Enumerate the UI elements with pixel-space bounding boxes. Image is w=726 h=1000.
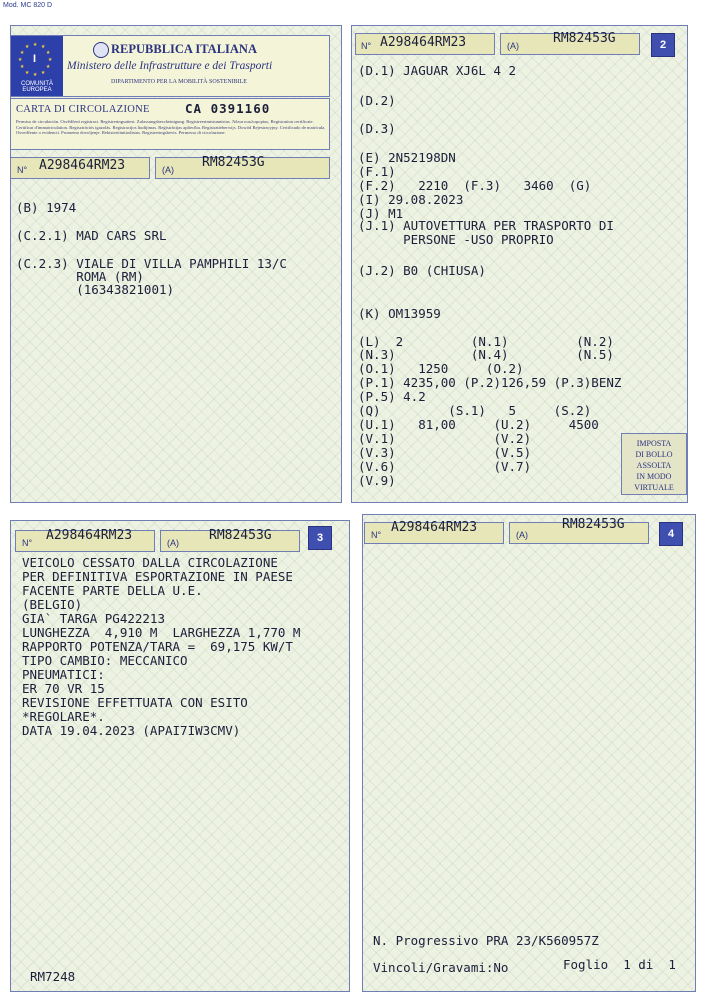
field-b: (B) 1974 xyxy=(16,200,77,215)
ministry-title: Ministero delle Infrastrutture e dei Trasporti xyxy=(67,60,273,72)
field-d3: (D.3) xyxy=(358,121,396,136)
no-label: N° xyxy=(22,538,33,548)
field-i: (I) 29.08.2023 xyxy=(358,192,464,207)
field-d2: (D.2) xyxy=(358,93,396,108)
panel-number: 3 xyxy=(308,526,332,550)
field-e: (E) 2N52198DN xyxy=(358,150,456,165)
plate-number: RM82453G xyxy=(553,31,616,46)
doc-number: A298464RM23 xyxy=(380,35,467,50)
plate-box xyxy=(155,157,330,179)
panel-number: 4 xyxy=(659,522,683,546)
doc-number-box xyxy=(15,530,155,552)
republic-title: REPUBBLICA ITALIANA xyxy=(111,42,257,56)
plate-box xyxy=(160,530,300,552)
a-label: (A) xyxy=(507,41,519,51)
stamp-line: ASSOLTA xyxy=(636,461,672,470)
field-c23-city: ROMA (RM) xyxy=(16,269,144,284)
a-label: (A) xyxy=(162,165,174,175)
no-label: N° xyxy=(371,530,382,540)
document-code: CA 0391160 xyxy=(185,101,271,116)
field-p5: (P.5) 4.2 xyxy=(358,389,426,404)
field-n3: (N.3) (N.4) (N.5) xyxy=(358,347,614,362)
progressivo-pra: N. Progressivo PRA 23/K560957Z xyxy=(373,933,599,948)
stamp-line: IMPOSTA xyxy=(636,439,672,448)
eu-label: COMUNITÀ EUROPEA xyxy=(21,81,53,93)
form-code: Mod. MC 820 D xyxy=(3,2,53,9)
note-line: GIA` TARGA PG422213 xyxy=(22,611,165,626)
field-p1: (P.1) 4235,00 (P.2)126,59 (P.3)BENZ xyxy=(358,375,622,390)
document-title-box xyxy=(10,98,330,150)
stamp-line: IN MODO xyxy=(636,472,672,481)
note-line: RAPPORTO POTENZA/TARA = 69,175 KW/T xyxy=(22,639,293,654)
field-c23-code: (16343821001) xyxy=(16,282,175,297)
plate-box xyxy=(500,33,640,55)
doc-number: A298464RM23 xyxy=(39,158,126,173)
note-line: (BELGIO) xyxy=(22,597,83,612)
a-label: (A) xyxy=(167,538,179,548)
document-title: CARTA DI CIRCOLAZIONE xyxy=(16,104,150,115)
note-line: REVISIONE EFFETTUATA CON ESITO xyxy=(22,695,248,710)
note-line: VEICOLO CESSATO DALLA CIRCOLAZIONE xyxy=(22,555,278,570)
doc-number-box xyxy=(355,33,495,55)
note-line: TIPO CAMBIO: MECCANICO xyxy=(22,653,188,668)
field-f2: (F.2) 2210 (F.3) 3460 (G) xyxy=(358,178,592,193)
field-c23: (C.2.3) VIALE DI VILLA PAMPHILI 13/C xyxy=(16,256,287,271)
panel-3-footer-code: RM7248 xyxy=(30,969,76,984)
note-line: FACENTE PARTE DELLA U.E. xyxy=(22,583,203,598)
panel-4 xyxy=(362,514,696,992)
field-j1: (J.1) AUTOVETTURA PER TRASPORTO DI xyxy=(358,218,614,233)
plate-number: RM82453G xyxy=(202,155,265,170)
issuer-header xyxy=(10,35,330,97)
field-j2: (J.2) B0 (CHIUSA) xyxy=(358,263,486,278)
field-v3: (V.3) (V.5) xyxy=(358,445,532,460)
note-line: *REGOLARE*. xyxy=(22,709,105,724)
doc-number-box xyxy=(364,522,504,544)
foglio-page: Foglio 1 di 1 xyxy=(563,957,676,972)
field-o1: (O.1) 1250 (O.2) xyxy=(358,361,524,376)
tax-stamp xyxy=(621,433,687,495)
field-d1: (D.1) JAGUAR XJ6L 4 2 xyxy=(358,63,517,78)
doc-number: A298464RM23 xyxy=(391,520,478,535)
field-j1-cont: PERSONE -USO PROPRIO xyxy=(358,232,554,247)
eu-flag-icon: ★ ★ ★ ★ ★ ★ ★ ★ ★ ★ ★ ★ I COMUNITÀ EUROPEA xyxy=(11,36,63,96)
plate-box xyxy=(509,517,649,544)
plate-number: RM82453G xyxy=(562,517,625,532)
note-line: DATA 19.04.2023 (APAI7IW3CMV) xyxy=(22,723,241,738)
field-v1: (V.1) (V.2) xyxy=(358,431,532,446)
no-label: N° xyxy=(361,41,372,51)
plate-number: RM82453G xyxy=(209,528,272,543)
field-u1: (U.1) 81,00 (U.2) 4500 xyxy=(358,417,599,432)
doc-number: A298464RM23 xyxy=(46,528,133,543)
republic-emblem-icon xyxy=(93,42,109,58)
field-q: (Q) (S.1) 5 (S.2) xyxy=(358,403,592,418)
stamp-line: VIRTUALE xyxy=(634,483,674,492)
field-j: (J) M1 xyxy=(358,206,404,221)
vincoli-gravami: Vincoli/Gravami:No xyxy=(373,960,509,975)
multilanguage-title: Permiso de circulación. Osvědčení registraci. Registreringsattest. Zulassungsbescheinigung. Registreerimistunnistus. Άδεια κυκλοφορίας. Registration certificate. Certificat d'immatriculation. Regisztrációs igazolás. Registracijos liudijimas. Reģistrācijas apliecība. Registratieberwijs. Dowód Rejestracyjny. Certificado de matrícula. Osvedčenie o evidencii. Prometno dovoljenje. Rekisteröintitodistus. Registreringsbevis. Permesso di circolazione. xyxy=(16,119,326,136)
note-line: LUNGHEZZA 4,910 M LARGHEZZA 1,770 M xyxy=(22,625,301,640)
field-f1: (F.1) xyxy=(358,164,396,179)
department-title: DIPARTIMENTO PER LA MOBILITÀ SOSTENIBILE xyxy=(111,79,247,85)
note-line: PER DEFINITIVA ESPORTAZIONE IN PAESE xyxy=(22,569,293,584)
a-label: (A) xyxy=(516,530,528,540)
field-l: (L) 2 (N.1) (N.2) xyxy=(358,334,614,349)
field-v9: (V.9) xyxy=(358,473,396,488)
note-line: PNEUMATICI: xyxy=(22,667,105,682)
no-label: N° xyxy=(17,165,28,175)
field-k: (K) OM13959 xyxy=(358,306,441,321)
field-c21: (C.2.1) MAD CARS SRL xyxy=(16,228,167,243)
note-line: ER 70 VR 15 xyxy=(22,681,105,696)
stamp-line: DI BOLLO xyxy=(635,450,673,459)
panel-number: 2 xyxy=(651,33,675,57)
field-v6: (V.6) (V.7) xyxy=(358,459,532,474)
doc-number-box xyxy=(10,157,150,179)
